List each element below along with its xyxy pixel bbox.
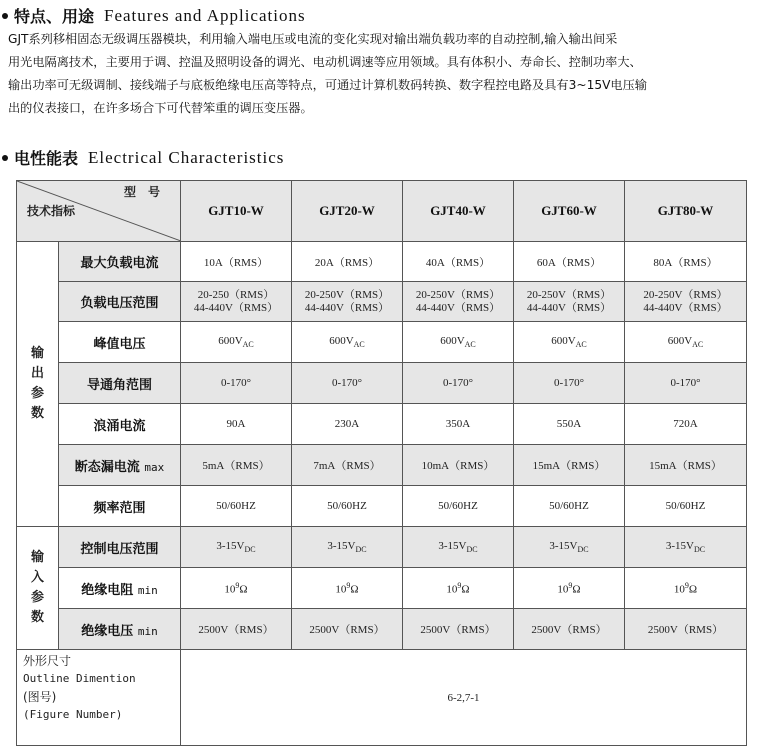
table-cell: 50/60HZ: [292, 486, 403, 527]
row-label: 绝缘电压 min: [59, 609, 181, 650]
row-label: 浪涌电流: [59, 404, 181, 445]
table-cell: $10^9\Omega$: [514, 568, 625, 609]
table-cell: 0-170°: [292, 363, 403, 404]
corner-label-spec: 技术指标: [27, 204, 76, 218]
table-cell: 2500V（RMS）: [625, 609, 747, 650]
table-cell: $600V_{AC}$: [181, 322, 292, 363]
table-cell: $600V_{AC}$: [625, 322, 747, 363]
table-cell: 15mA（RMS）: [625, 445, 747, 486]
table-cell: 40A（RMS）: [403, 242, 514, 282]
table-cell: $3-15V_{DC}$: [403, 527, 514, 568]
table-cell: 50/60HZ: [514, 486, 625, 527]
corner-label-model: 型号: [123, 185, 172, 199]
outline-value: 6-2,7-1: [181, 650, 747, 746]
table-cell: 50/60HZ: [625, 486, 747, 527]
table-cell: $10^9\Omega$: [625, 568, 747, 609]
table-cell: 20A（RMS）: [292, 242, 403, 282]
bullet-icon: [2, 13, 8, 19]
figure-label-cn: (图号): [23, 690, 57, 704]
table-cell: 0-170°: [181, 363, 292, 404]
table-cell: 2500V（RMS）: [181, 609, 292, 650]
table-cell: 10mA（RMS）: [403, 445, 514, 486]
table-cell: 2500V（RMS）: [403, 609, 514, 650]
table-cell: 720A: [625, 404, 747, 445]
model-header: GJT40-W: [403, 181, 514, 242]
table-cell: $10^9\Omega$: [403, 568, 514, 609]
row-label: 峰值电压: [59, 322, 181, 363]
bullet-icon: [2, 155, 8, 161]
table-cell: $600V_{AC}$: [292, 322, 403, 363]
table-cell: 15mA（RMS）: [514, 445, 625, 486]
section-heading-electrical: [2, 146, 284, 169]
table-cell: 90A: [181, 404, 292, 445]
row-label: 频率范围: [59, 486, 181, 527]
intro-line: GJT系列移相固态无级调压器模块，利用输入端电压或电流的变化实现对输出端负载功率的自动控制,输入输出间采: [8, 32, 618, 46]
intro-line: 出的仪表接口，在许多场合下可代替笨重的调压变压器。: [8, 101, 313, 115]
outline-label-cn: 外形尺寸: [23, 654, 72, 668]
table-cell: $600V_{AC}$: [514, 322, 625, 363]
table-cell: $3-15V_{DC}$: [514, 527, 625, 568]
table-cell: 7mA（RMS）: [292, 445, 403, 486]
table-cell: $10^9\Omega$: [181, 568, 292, 609]
table-cell: 0-170°: [403, 363, 514, 404]
section-title-en: Features and Applications: [104, 5, 306, 25]
table-cell: $3-15V_{DC}$: [625, 527, 747, 568]
row-label: 负载电压范围: [59, 282, 181, 322]
model-header: GJT80-W: [625, 181, 747, 242]
table-cell: $3-15V_{DC}$: [181, 527, 292, 568]
model-header: GJT10-W: [181, 181, 292, 242]
section-heading-features: [2, 4, 306, 27]
intro-line: 用光电隔离技术，主要用于调、控温及照明设备的调光、电动机调速等应用领域。具有体积小、寿命长、控制功率大、: [8, 55, 642, 69]
row-label: 断态漏电流 max: [59, 445, 181, 486]
group-label-input: 输 入 参 数: [17, 527, 59, 650]
table-cell: 20-250V（RMS） 44-440V（RMS）: [625, 282, 747, 322]
section-title-cn: 特点、用途: [14, 7, 95, 26]
intro-line: 输出功率可无级调制、接线端子与底板绝缘电压高等特点，可通过计算机数码转换、数字程控电路及具有3~15V电压输: [8, 78, 647, 92]
table-cell: $600V_{AC}$: [403, 322, 514, 363]
intro-paragraph: [8, 28, 758, 120]
row-label: 控制电压范围: [59, 527, 181, 568]
model-header: GJT60-W: [514, 181, 625, 242]
table-cell: $3-15V_{DC}$: [292, 527, 403, 568]
table-cell: 2500V（RMS）: [292, 609, 403, 650]
row-label: 最大负载电流: [59, 242, 181, 282]
electrical-table: [16, 180, 747, 746]
table-cell: 80A（RMS）: [625, 242, 747, 282]
row-label: 导通角范围: [59, 363, 181, 404]
table-corner-cell: [17, 181, 181, 242]
table-cell: 2500V（RMS）: [514, 609, 625, 650]
row-label: 绝缘电阻 min: [59, 568, 181, 609]
table-cell: 50/60HZ: [403, 486, 514, 527]
table-cell: 20-250V（RMS） 44-440V（RMS）: [292, 282, 403, 322]
table-cell: 20-250V（RMS） 44-440V（RMS）: [403, 282, 514, 322]
table-cell: 0-170°: [625, 363, 747, 404]
table-cell: 230A: [292, 404, 403, 445]
table-cell: 50/60HZ: [181, 486, 292, 527]
outline-label-en: Outline Dimention: [23, 672, 136, 685]
section-title-cn: 电性能表: [14, 149, 79, 168]
group-label-output: 输 出 参 数: [17, 242, 59, 527]
table-cell: 550A: [514, 404, 625, 445]
table-cell: 20-250（RMS） 44-440V（RMS）: [181, 282, 292, 322]
outline-label-cell: [17, 650, 181, 746]
table-cell: 10A（RMS）: [181, 242, 292, 282]
table-cell: 60A（RMS）: [514, 242, 625, 282]
table-cell: 0-170°: [514, 363, 625, 404]
table-cell: 20-250V（RMS） 44-440V（RMS）: [514, 282, 625, 322]
section-title-en: Electrical Characteristics: [88, 147, 285, 167]
table-cell: 350A: [403, 404, 514, 445]
table-cell: $10^9\Omega$: [292, 568, 403, 609]
figure-label-en: (Figure Number): [23, 708, 123, 721]
table-cell: 5mA（RMS）: [181, 445, 292, 486]
model-header: GJT20-W: [292, 181, 403, 242]
